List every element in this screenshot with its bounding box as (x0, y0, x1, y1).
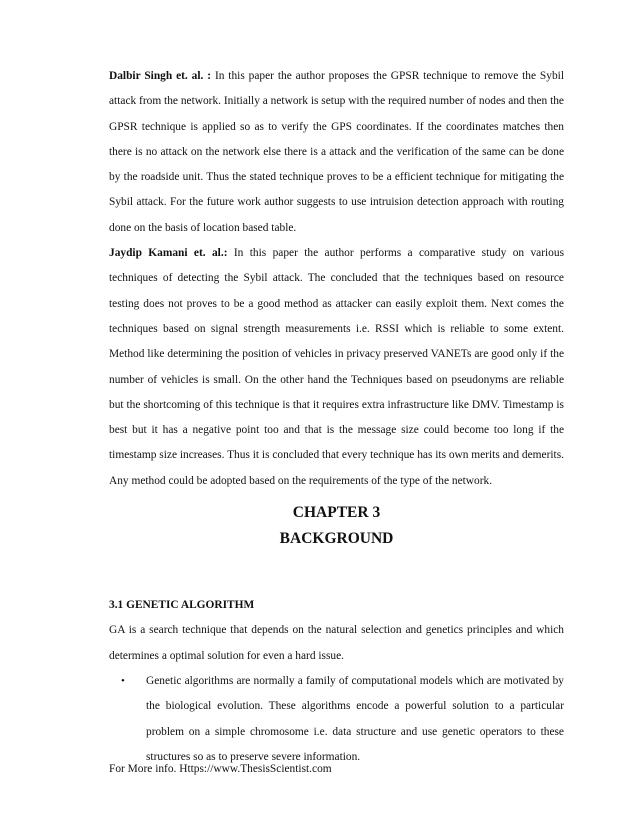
page-footer: For More info. Https://www.ThesisScientist.com (109, 763, 332, 775)
paragraph-dalbir-singh (109, 64, 564, 241)
paragraph-body-jaydip-kamani: In this paper the author performs a comparative study on various techniques of detecting the Sybil attack. The concluded that the techniques based on resource testing does not proves to be a good method as attacker can easily exploit them. Next comes the techniques based on signal strength measurements i.e. RSSI which is reliable to some extent. Method like determining the position of vehicles in privacy preserved VANETs are good only if the number of vehicles is small. On the other hand the Techniques based on pseudonyms are reliable but the shortcoming of this technique is that it requires extra infrastructure like DMV. Timestamp is best but it has a negative point too and that is the message size could become too long if the timestamp size increases. Thus it is concluded that every technique has its own merits and demerits. Any method could be adopted based on the requirements of the type of the network. (109, 247, 564, 487)
paragraph-lead-dalbir-singh: Dalbir Singh et. al. : (109, 70, 212, 82)
paragraph-jaydip-kamani (109, 241, 564, 494)
section-heading: 3.1 GENETIC ALGORITHM (109, 599, 255, 612)
bullet-text: Genetic algorithms are normally a family of computational models which are motivated by the biological evolution. These algorithms encode a powerful solution to a particular problem on a simple chromosome i.e. data structure and use genetic operators to these structures so as to preserve severe information. (146, 674, 564, 763)
bullet-list (109, 669, 564, 770)
chapter-number: CHAPTER 3 (292, 504, 381, 522)
paragraph-body-dalbir-singh: In this paper the author proposes the GPSR technique to remove the Sybil attack from the network. Initially a network is setup with the required number of nodes and then the GPSR technique is applied so as to verify the GPS coordinates. If the coordinates matches then there is no attack on the network else there is a attack and the verification of the same can be done by the roadside unit. Thus the stated technique proves to be a efficient technique for mitigating the Sybil attack. For the future work author suggests to use intruision detection approach with routing done on the basis of location based table. (109, 70, 564, 234)
paragraph-lead-jaydip-kamani: Jaydip Kamani et. al.: (109, 247, 228, 260)
section-intro: GA is a search technique that depends on the natural selection and genetics principles and which determines a optimal solution for even a hard issue. (109, 624, 564, 662)
page-content (109, 64, 564, 770)
chapter-title: BACKGROUND (279, 530, 394, 548)
bullet-icon: • (121, 674, 125, 687)
